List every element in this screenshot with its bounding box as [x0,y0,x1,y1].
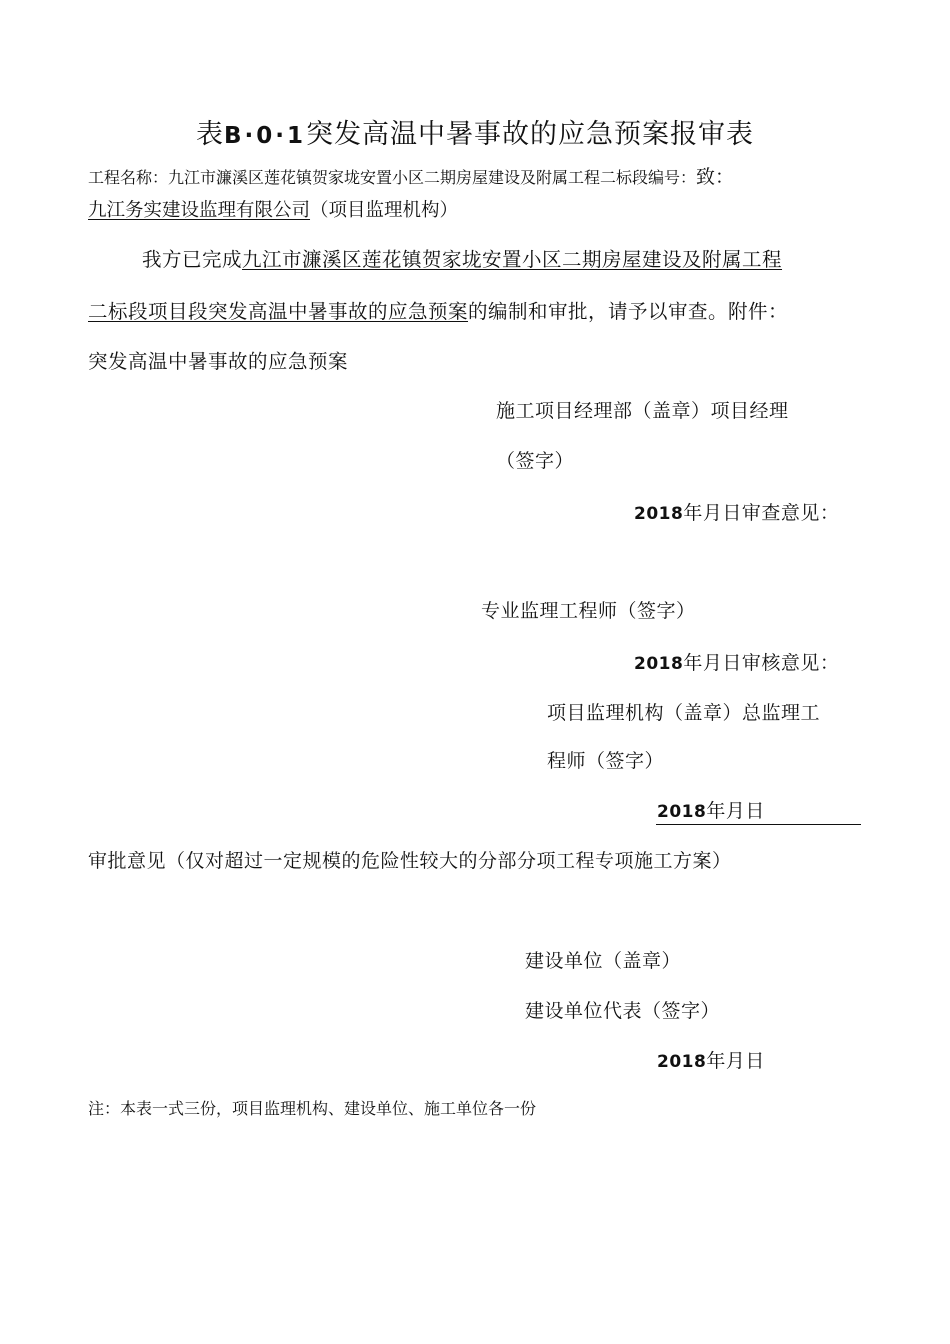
contractor-date-year: 2018 [634,504,684,524]
addressee-suffix: （项目监理机构） [310,200,459,221]
footnote: 注：本表一式三份，项目监理机构、建设单位、施工单位各一份 [88,1099,537,1118]
body-line-2 [88,296,788,324]
project-name-label: 工程名称：九江市濂溪区莲花镇贺家垅安置小区二期房屋建设及附属工程二标段编号： [88,168,697,187]
specialist-signature-line: 专业监理工程师（签字） [481,600,696,622]
supervision-signature-line: 项目监理机构（盖章）总监理工 [547,702,821,724]
attachment-name: 突发高温中暑事故的应急预案 [88,350,349,373]
project-name-part1: 九江市濂溪区莲花镇贺家垅安置小区二期房屋建设及附属工程 [242,248,783,271]
contractor-date-rest: 年月日审查意见： [683,502,840,524]
contractor-sign-label: （签字） [496,450,575,472]
title-prefix: 表 [195,119,224,150]
supervision-date-rule [656,824,861,825]
contractor-date-row [634,498,839,525]
title-text: 突发高温中暑事故的应急预案报审表 [306,119,754,150]
supervision-date-row [657,796,765,823]
supervision-sign-label: 程师（签字） [547,750,665,772]
body-intro: 我方已完成 [142,248,243,271]
owner-seal-line: 建设单位（盖章） [525,950,682,972]
body-rest: 的编制和审批，请予以审查。附件： [468,300,789,323]
owner-date-rest: 年月日 [706,1050,765,1072]
project-name-part2: 二标段项目段突发高温中暑事故的应急预案 [88,300,469,323]
owner-date-year: 2018 [657,1052,707,1072]
contractor-signature-line: 施工项目经理部（盖章）项目经理 [496,400,789,422]
specialist-date-rest: 年月日审核意见： [683,652,840,674]
approval-opinion-label: 审批意见（仅对超过一定规模的危险性较大的分部分项工程专项施工方案） [88,850,732,872]
project-name-row [88,162,734,189]
supervision-company-name: 九江务实建设监理有限公司 [88,200,311,221]
specialist-date-row [634,648,839,675]
form-title [0,112,950,151]
specialist-date-year: 2018 [634,654,684,674]
owner-representative-line: 建设单位代表（签字） [525,1000,721,1022]
supervision-date-year: 2018 [657,802,707,822]
body-line-1 [142,244,782,272]
form-code: B·0·1 [223,123,306,149]
addressee-row [88,196,458,222]
supervision-date-rest: 年月日 [706,800,765,822]
owner-date-row [657,1046,765,1073]
to-label: 致： [696,166,735,188]
